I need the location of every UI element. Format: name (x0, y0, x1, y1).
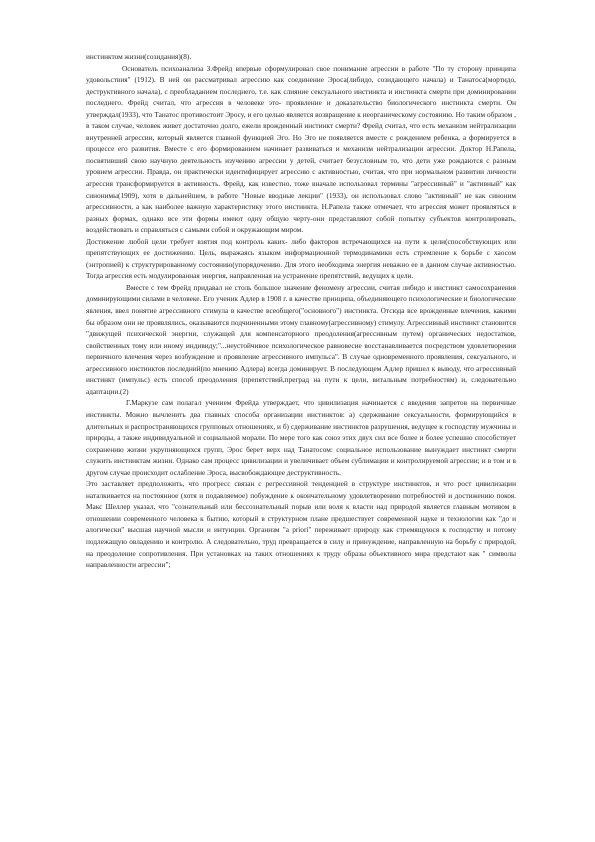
paragraph-intro-fragment: инстинктом жизни(созидания)(8). (86, 52, 192, 61)
paragraph-marcuse-civilization: Г.Маркузе сам полагал учением Фрейда утверждает, что цивилизация начинается с введения запретов на первичные инстинкты. Можно вычленить два главных способа организации инстинктов: а) сдерживание сексуальности, формирующийся в длительных и распространяющихся групповых отношениях, и б) сдерживание инстинктов разрушения, ведущее к господству мужчины и природы, а также индивидуальной и социальной морали. По мере того как союз этих двух сил все более и более успешно способствует сохранению жизни укрупняющихся групп, Эрос берет верх над Танатосом: социальное использование вынуждает инстинкт смерти служить инстинктам жизни. Однако сам процесс цивилизации и увеличивает объем сублимации и контролируемой агрессии; и в том и в другом случае происходит ослабление Эроса, высвобождающее деструктивность. (86, 398, 516, 477)
document-body (86, 51, 516, 571)
paragraph-freud-aggression: Основатель психоанализа З.Фрейд впервые сформулировал свое понимание агрессии в работе "По ту сторону принципа удовольствия" (1912). В ней он рассматривал агрессию как соединение Эроса(либидо, созидающего начала) и Танатоса(мортидо, деструктивного начала), с преобладанием последнего, т.е. как слияние сексуального инстинкта и инстинкта смерти при доминировании последнего. Фрейд считал, что агрессия в человеке это- проявление и доказательство биологического инстинкта смерти. Он утверждал(1933), что Танатос противостоит Эросу, и его целью является возвращение к неорганическому состоянию. Но таким образом , в таком случае, человек живет достаточно долго, ежели врожденный инстинкт смерти? Фрейд считал, что есть механизм нейтрализации внутренней агрессии, который является главной функцией Эго. Но Эго не появляется вместе с рождением ребенка, а формируется в процессе его развития. Вместе с его формированием начинает развиваться и механизм нейтрализации агрессии. Доктор Н.Рапела, посвятивший свою научную деятельность изучению агрессии у детей, считает безусловным то, что дети уже рождаются с разным уровнем агрессии. Правда, он практически идентифицирует агрессию с активностью, считая, что при нормальном развитии личности агрессия трансформируется в активность. Фрейд, как известно, тоже вначале использовал термины "агрессивный" и "активный" как синонимы(1909), хотя в дальнейшем, в работе "Новые вводные лекции" (1933), он использовал слово "активный" не как синоним агрессивности, а как наиболее важную характеристику этого инстинкта. Н.Рапела также отмечает, что агрессия может проявляться в разных формах, однако все эти формы имеют одну общую черту-они представляют собой попытку субъектов контролировать, воздействовать и справляться с самыми собой и окружающим миром. (86, 63, 516, 235)
paragraph-adler-instinct: Вместе с тем Фрейд придавал не столь большое значение феномену агрессии, считая либидо и инстинкт самосохранения доминирующими силами в человеке. Его ученик Адлер в 1908 г. в качестве принципа, объединяющего психологические и биологические явления, ввел понятие агрессивного стимула в качестве всеобщего("основного") инстинкта. Отсюда все врожденные влечения, какими бы образом они не проявлялись, оказываются подчиненными этому главному(агрессивному) стимулу. Агрессивный инстинкт становится "движущей психической энергии, служащей для компенсаторного преодоления(агрессивным путем) органических недостатков, свойственных тому или иному индивиду;"...неустойчивое психологическое равновесие восстанавливается посредством удовлетворения первичного влечения через возбуждение и проявление агрессивного импульса". В случае одновременного проявления, сексуального, и агрессивного инстинктов последний(по мнению Адлера) всегда доминирует. В последующем Адлер пришел к выводу, что агрессивный инстинкт (импульс) есть способ преодоления (препятствий,преград на пути к цели, витальным потребностям) и, следовательно адаптации.(2) (86, 282, 516, 396)
paragraph-goal-control: Достижение любой цели требует взятия под контроль каких- либо факторов встречающихся на пути к цели(способствующих или препятствующих ее достижению. Цель, выражаясь языком информационной термодинамики есть стремление к борьбе с хаосом (энтропией) к структурированному состоянию(упорядочению. Для этого необходима энергия неважно ее в данном случае активностью. Тогда агрессия есть модулированная энергия, направленная на устранение препятствий, ведущих к цели. (86, 236, 516, 281)
paragraph-progress-regression: Это заставляет предположить, что прогресс связан с регрессивной тенденцией в структуре инстинктов, и что рост цивилизации наталкивается на постоянное (хотя и подавляемое) побуждение к окончательному удовлетворению потребностей и достижению покоя. Макс Шеллер указал, что "сознательный или бессознательный порыв или воля к власти над природой является главным мотивом в отношении современного человека к бытию, который в структурном плане предшествует современной науке и технологии как "до и алогически" высшая научной мысли и интуиции. Организм "a priori" переживает природу как стремящуюся к господству и потому подлежащую овладению и контролю. А следовательно, труд превращается в силу и принуждение, направленную на борьбу с природой, на преодоление сопротивления. При установках на таких отношениях к труду образы объективного мира предстают как " символы направленности агрессии"; (86, 479, 516, 570)
